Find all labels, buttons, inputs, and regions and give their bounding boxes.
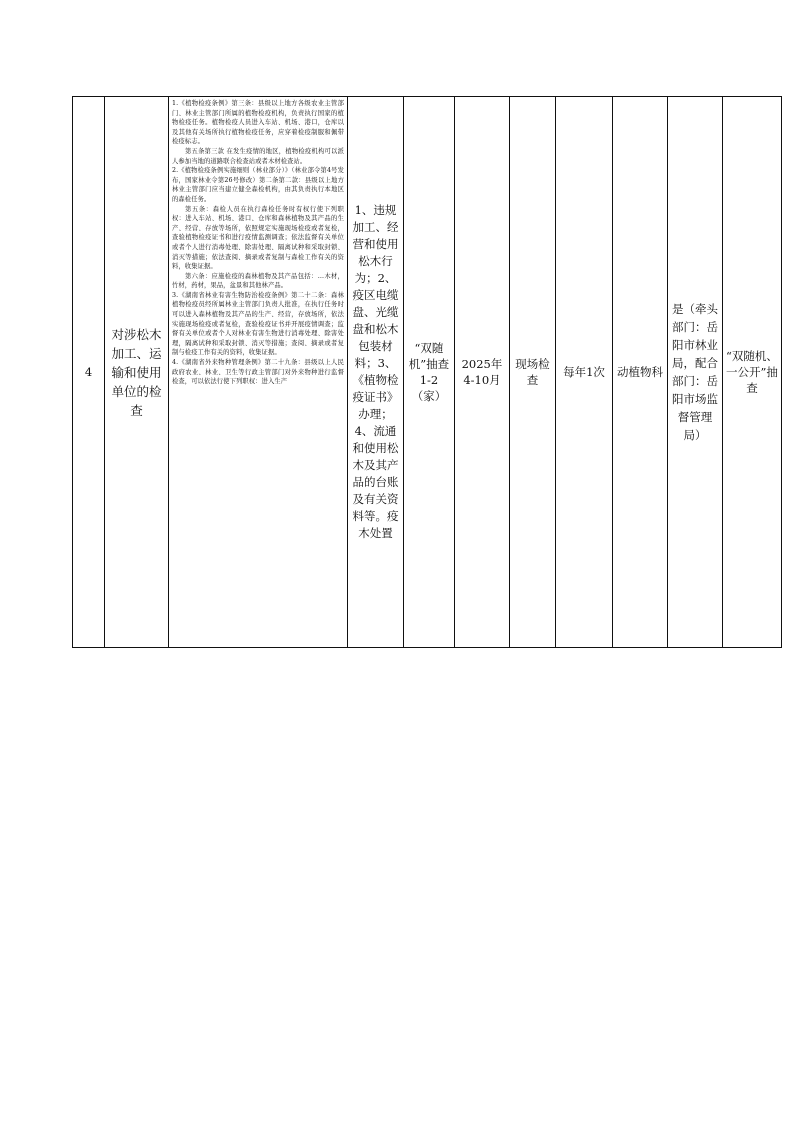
inspection-mode: 现场检查 [515, 357, 550, 387]
legal-basis-text [169, 97, 347, 647]
inspection-time: 2025年4-10月 [461, 357, 503, 387]
inspection-method: “双随机”抽查1-2（家） [408, 341, 450, 403]
basis-paragraph: 4.《湖南省外来物种管理条例》第二十九条：县级以上人民政府农业、林业、卫生等行政主管部门对外来物种进行监督检查，可以依法行使下列职权：进入生产 [172, 359, 344, 386]
item-name-cell [105, 97, 169, 648]
index-cell [73, 97, 105, 648]
basis-paragraph: 第五条第三款 在发生疫情的地区，植物检疫机构可以派人参加当地的道路联合检查站或者木材检查站。 [172, 147, 344, 165]
note-cell [723, 97, 782, 648]
basis-paragraph: 2.《植物检疫条例实施细则（林业部分）》（林业部令第4号发布，国家林业令第26号修改）第二条第二款：县级以上地方林业主管部门应当建立健全森检机构，由其负责执行本地区的森检任务。 [172, 167, 344, 203]
category-cell [613, 97, 668, 648]
frequency-cell [556, 97, 613, 648]
item-name: 对涉松木加工、运输和使用单位的检查 [111, 326, 162, 418]
legal-basis-cell [169, 97, 348, 648]
department-cell [668, 97, 723, 648]
basis-paragraph: 第五条：森检人员在执行森检任务时有权行使下列职权：进入车站、机场、港口、仓库和森林植物及其产品的生产、经营、存放等场所，依照规定实施现场检疫或者复检，查验植物检疫证书和进行疫情监测调查；依法监督有关单位或者个人进行消毒处理、除害处理、隔离试种和采取封锁、消灭等措施；依法查阅、摘录或者复制与森检工作有关的资料，收集证据。 [172, 205, 344, 271]
basis-paragraph: 3.《湖南省林业有害生物防治检疫条例》第二十二条：森林植物检疫员经所属林业主管部门负责人批准，在执行任务时可以进入森林植物及其产品的生产、经营，存放场所，依法实施现场检疫或者复检，查验检疫证书并开展疫情调查；监督有关单位或者个人对林业有害生物进行消毒处理、除害处理，隔离试种和采取封锁、消灭等措施；查阅、摘录或者复制与检疫工作有关的资料，收集证据。 [172, 291, 344, 357]
row-index: 4 [84, 365, 93, 379]
inspection-frequency: 每年1次 [563, 365, 605, 379]
inspection-time-cell [455, 97, 510, 648]
inspection-content-cell [348, 97, 404, 648]
responsible-category: 动植物科 [617, 365, 663, 379]
inspection-content: 1、违规加工、经营和使用松木行为；2、疫区电缆盘、光缆盘和松木包装材料；3、《植物检疫证书》办理；4、流通和使用松木及其产品的台账及有关资料等。疫木处置 [352, 203, 399, 540]
inspection-mode-cell [510, 97, 556, 648]
table-row [73, 97, 782, 648]
inspection-table [72, 96, 782, 648]
joint-department: 是（牵头部门：岳阳市林业局，配合部门：岳阳市场监督管理局） [672, 302, 718, 442]
inspection-note: “双随机、一公开”抽查 [726, 349, 778, 395]
basis-paragraph: 1.《植物检疫条例》第三条：县级以上地方各级农业主管部门、林业主管部门所属的植物检疫机构，负责执行国家的植物检疫任务。植物检疫人员进入车站、机场、港口，仓库以及其他有关场所执行植物检疫任务，应穿着检疫制服和佩带检疫标志。 [172, 100, 344, 146]
inspection-method-cell [404, 97, 455, 648]
basis-paragraph: 第六条：应施检疫的森林植物及其产品包括：…木材，竹材，药材，果品，盆景和其他林产品。 [172, 272, 344, 290]
